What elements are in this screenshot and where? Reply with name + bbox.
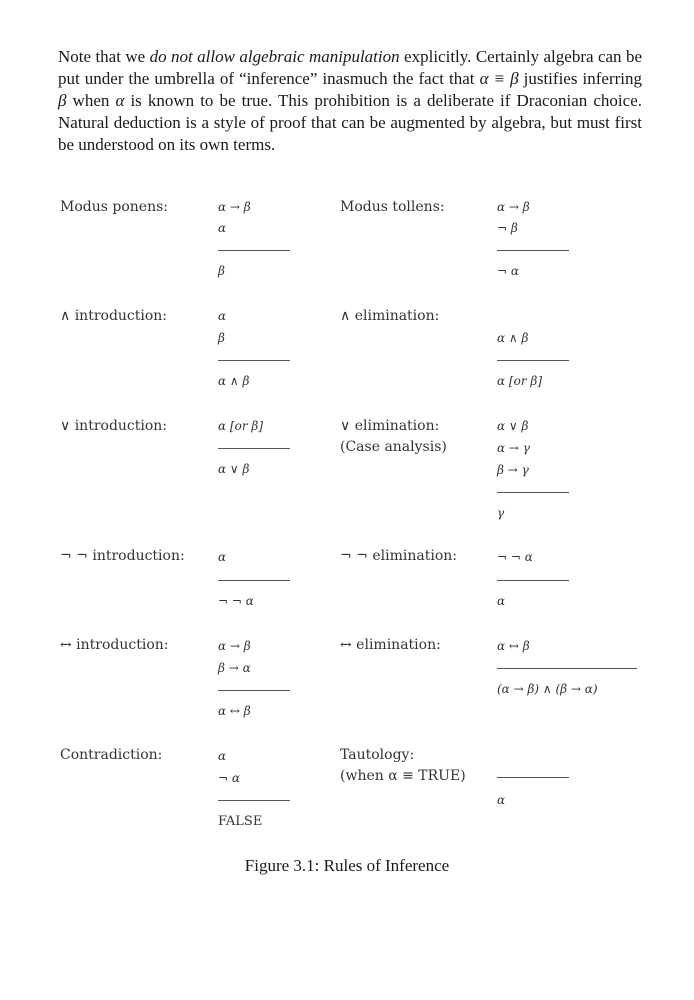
premise: α bbox=[218, 309, 227, 323]
premise: α bbox=[218, 221, 227, 235]
conclusion: α bbox=[497, 594, 506, 608]
inference-line bbox=[497, 580, 569, 581]
inference-line bbox=[218, 360, 290, 361]
inference-line bbox=[497, 250, 569, 251]
rule-label-or-elimination: ∨ elimination: bbox=[340, 418, 440, 434]
inference-line bbox=[218, 580, 290, 581]
conclusion: ¬ α bbox=[497, 264, 519, 278]
rule-sublabel-case-analysis: (Case analysis) bbox=[340, 439, 447, 455]
rule-label-negneg-introduction: ¬ ¬ introduction: bbox=[60, 548, 185, 564]
rule-label-and-elimination: ∧ elimination: bbox=[340, 308, 440, 324]
premise: β bbox=[218, 331, 225, 345]
inference-line bbox=[218, 448, 290, 449]
premise: ¬ ¬ α bbox=[497, 550, 533, 564]
conclusion: γ bbox=[497, 506, 505, 520]
inference-line bbox=[497, 492, 569, 493]
conclusion: α ∨ β bbox=[218, 462, 250, 476]
conclusion: FALSE bbox=[218, 814, 263, 829]
rule-label-and-introduction: ∧ introduction: bbox=[60, 308, 168, 324]
premise: β → γ bbox=[497, 463, 529, 477]
premise: α → γ bbox=[497, 441, 530, 455]
premise: α ∨ β bbox=[497, 419, 529, 433]
rule-label-tautology: Tautology: bbox=[340, 747, 415, 763]
conclusion: α [or β] bbox=[497, 374, 542, 388]
conclusion: α ∧ β bbox=[218, 374, 250, 388]
inference-line bbox=[218, 690, 290, 691]
premise: α bbox=[218, 550, 227, 564]
conclusion: α ↔ β bbox=[218, 704, 251, 718]
premise: α → β bbox=[218, 639, 251, 653]
rule-label-iff-elimination: ↔ elimination: bbox=[340, 637, 441, 653]
rule-label-iff-introduction: ↔ introduction: bbox=[60, 637, 169, 653]
rule-sublabel-when-true: (when α ≡ TRUE) bbox=[340, 768, 466, 784]
conclusion: β bbox=[218, 264, 225, 278]
rule-label-negneg-elimination: ¬ ¬ elimination: bbox=[340, 548, 457, 564]
rule-label-modus-ponens: Modus ponens: bbox=[60, 199, 168, 215]
premise: ¬ β bbox=[497, 221, 518, 235]
conclusion: α bbox=[497, 793, 506, 807]
premise: α bbox=[218, 749, 227, 763]
premise: α ∧ β bbox=[497, 331, 529, 345]
conclusion: ¬ ¬ α bbox=[218, 594, 254, 608]
inference-line bbox=[497, 360, 569, 361]
premise: β → α bbox=[218, 661, 251, 675]
rule-label-modus-tollens: Modus tollens: bbox=[340, 199, 445, 215]
rule-label-or-introduction: ∨ introduction: bbox=[60, 418, 168, 434]
premise: ¬ α bbox=[218, 771, 240, 785]
rule-label-contradiction: Contradiction: bbox=[60, 747, 163, 763]
inference-line bbox=[497, 777, 569, 778]
figure-caption: Figure 3.1: Rules of Inference bbox=[244, 856, 450, 875]
premise: α → β bbox=[497, 200, 530, 214]
conclusion: (α → β) ∧ (β → α) bbox=[497, 682, 598, 696]
inference-line bbox=[497, 668, 637, 669]
premise: α ↔ β bbox=[497, 639, 530, 653]
intro-paragraph: Note that we do not allow algebraic manipulation explicitly. Certainly algebra can be put under the umbrella of “inference” inasmuch the fact that α ≡ β justifies inferring β when α is known to be true. This prohibition is a deliberate if Draconian choice. Natural deduction is a style of proof that can be augmented by algebra, but must first be understood on its own terms. bbox=[58, 47, 642, 154]
inference-line bbox=[218, 800, 290, 801]
premise: α → β bbox=[218, 200, 251, 214]
premise: α [or β] bbox=[218, 419, 263, 433]
inference-line bbox=[218, 250, 290, 251]
